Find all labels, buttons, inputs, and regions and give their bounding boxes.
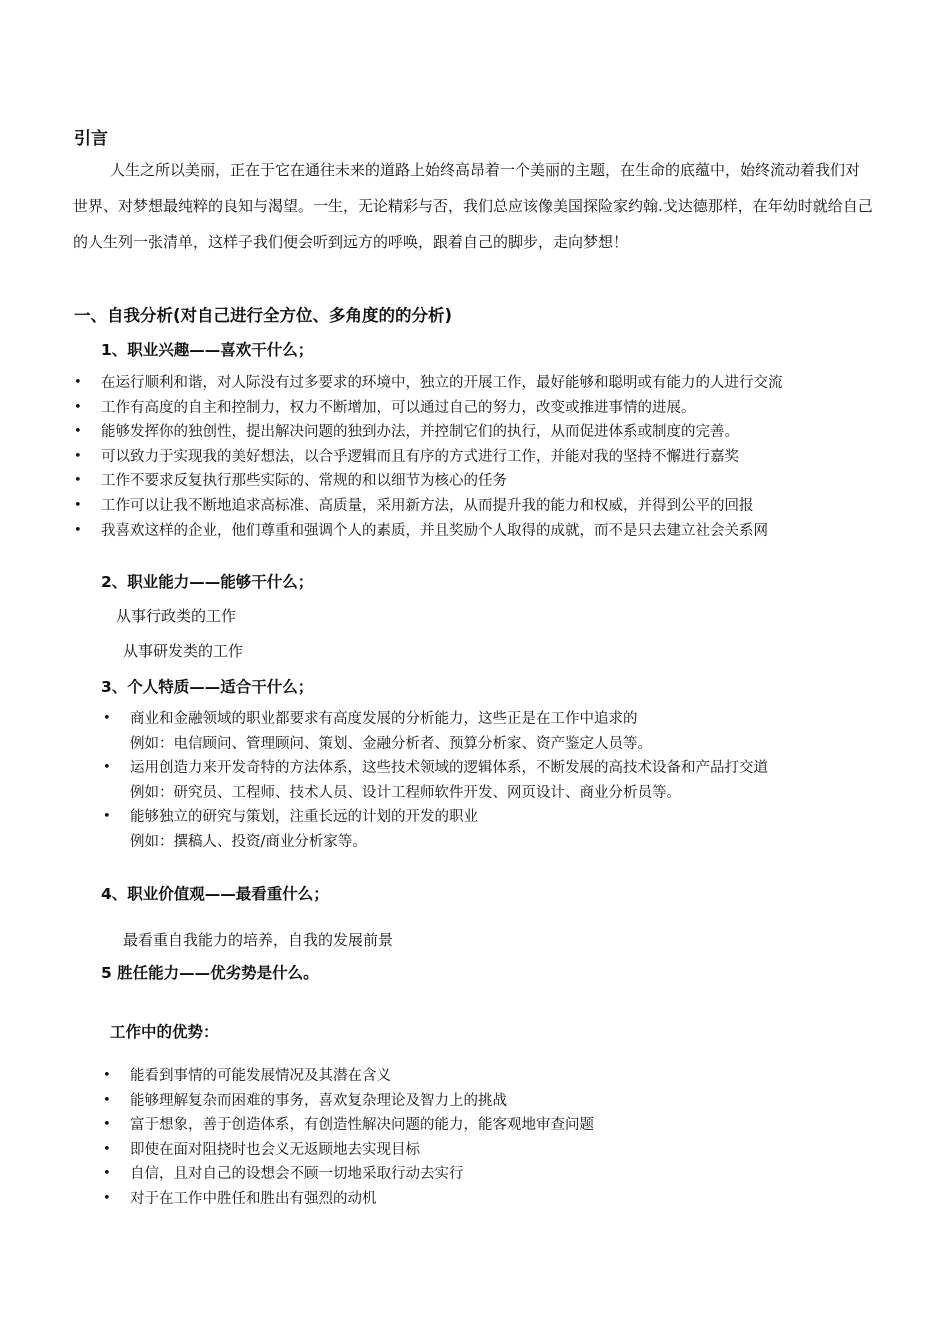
list-item: • 富于想象，善于创造体系，有创造性解决问题的能力，能客观地审查问题 — [103, 1113, 594, 1138]
bullet-icon: • — [103, 1117, 111, 1133]
ability-item-2: 从事研发类的工作 — [123, 642, 244, 660]
strengths-list — [103, 1064, 594, 1212]
list-item: • 能看到事情的可能发展情况及其潜在含义 — [103, 1064, 594, 1089]
intro-heading: 引言 — [74, 129, 108, 149]
values-title: 4、职业价值观——最看重什么； — [101, 885, 329, 903]
list-item: • 可以致力于实现我的美好想法，以合乎逻辑而且有序的方式进行工作，并能对我的坚持不懈进行嘉奖 — [74, 445, 783, 470]
list-item: • 我喜欢这样的企业，他们尊重和强调个人的素质，并且奖励个人取得的成就，而不是只去建立社会关系网 — [74, 519, 783, 544]
list-item: • 即使在面对阻挠时也会义无返顾地去实现目标 — [103, 1138, 594, 1163]
list-item: • 自信，且对自己的设想会不顾一切地采取行动去实行 — [103, 1162, 594, 1187]
bullet-icon: • — [74, 448, 82, 464]
bullet-icon: • — [74, 497, 82, 513]
bullet-icon: • — [74, 522, 82, 538]
example-text: 例如：撰稿人、投资/商业分析家等。 — [130, 833, 367, 850]
intro-line-1: 人生之所以美丽，正在于它在通往未来的道路上始终高昂着一个美丽的主题，在生命的底蕴中，始终流动着我们对 — [110, 161, 861, 179]
ability-item-1: 从事行政类的工作 — [116, 607, 237, 625]
traits-title: 3、个人特质——适合干什么； — [101, 678, 314, 696]
list-item: • 对于在工作中胜任和胜出有强烈的动机 — [103, 1187, 594, 1212]
list-item: • 工作不要求反复执行那些实际的、常规的和以细节为核心的任务 — [74, 469, 783, 494]
example-text: 例如：电信顾问、管理顾问、策划、金融分析者、预算分析家、资产鉴定人员等。 — [130, 735, 652, 752]
list-item: • 商业和金融领域的职业都要求有高度发展的分析能力，这些正是在工作中追求的 例如：电信顾问、管理顾问、策划、金融分析者、预算分析家、资产鉴定人员等。 — [103, 707, 768, 756]
bullet-icon: • — [103, 1141, 111, 1157]
bullet-icon: • — [103, 711, 111, 726]
bullet-icon: • — [74, 424, 82, 440]
bullet-icon: • — [103, 1092, 111, 1108]
interest-list — [74, 371, 783, 543]
list-item: • 在运行顺利和谐，对人际没有过多要求的环境中，独立的开展工作，最好能够和聪明或有能力的人进行交流 — [74, 371, 783, 396]
bullet-icon: • — [74, 473, 82, 489]
example-text: 例如：研究员、工程师、技术人员、设计工程师软件开发、网页设计、商业分析员等。 — [130, 784, 681, 801]
intro-paragraph — [73, 152, 935, 260]
list-item: • 能够独立的研究与策划，注重长远的计划的开发的职业 例如：撰稿人、投资/商业分析家等。 — [103, 805, 768, 854]
intro-line-2: 世界、对梦想最纯粹的良知与渴望。一生，无论精彩与否，我们总应该像美国探险家约翰.戈达德那样，在年幼时就给自己 — [73, 197, 873, 215]
list-item: • 工作可以让我不断地追求高标准、高质量，采用新方法，从而提升我的能力和权威，并得到公平的回报 — [74, 494, 783, 519]
section-self-analysis-title: 一、自我分析(对自己进行全方位、多角度的的分析) — [74, 306, 453, 325]
values-text: 最看重自我能力的培养，自我的发展前景 — [123, 931, 394, 949]
bullet-icon: • — [103, 1190, 111, 1206]
bullet-icon: • — [103, 760, 111, 776]
bullet-icon: • — [103, 809, 111, 825]
bullet-icon: • — [74, 375, 82, 390]
interest-title: 1、职业兴趣——喜欢干什么； — [101, 341, 314, 359]
bullet-icon: • — [74, 399, 82, 415]
ability-title: 2、职业能力——能够干什么； — [101, 573, 314, 591]
list-item: • 能够理解复杂而困难的事务，喜欢复杂理论及智力上的挑战 — [103, 1089, 594, 1114]
bullet-icon: • — [103, 1166, 111, 1182]
competence-title: 5 胜任能力——优劣势是什么。 — [101, 964, 319, 982]
intro-line-3: 的人生列一张清单，这样子我们便会听到远方的呼唤，跟着自己的脚步，走向梦想！ — [73, 233, 629, 251]
strengths-title: 工作中的优势： — [110, 1023, 219, 1041]
list-item: • 运用创造力来开发奇特的方法体系，这些技术领域的逻辑体系，不断发展的高技术设备和产品打交道 例如：研究员、工程师、技术人员、设计工程师软件开发、网页设计、商业分析员等。 — [103, 756, 768, 805]
bullet-icon: • — [103, 1068, 111, 1083]
traits-list — [103, 707, 768, 855]
list-item: • 工作有高度的自主和控制力，权力不断增加，可以通过自己的努力，改变或推进事情的进展。 — [74, 396, 783, 421]
list-item: • 能够发挥你的独创性，提出解决问题的独到办法，并控制它们的执行，从而促进体系或制度的完善。 — [74, 420, 783, 445]
